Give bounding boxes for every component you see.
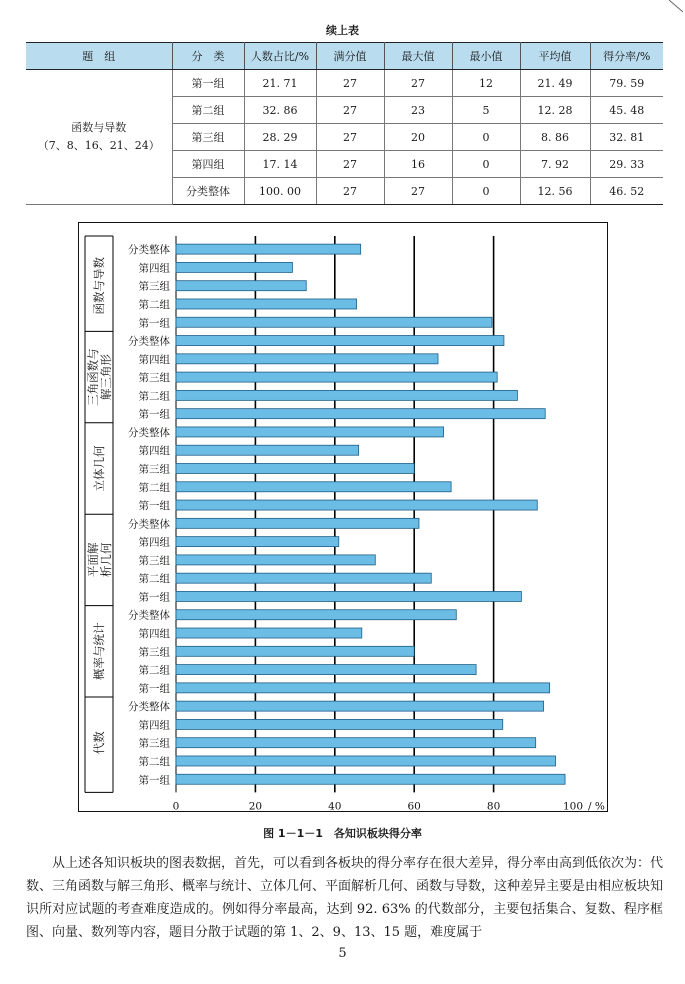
category-label: 第一组	[138, 682, 170, 695]
bar	[176, 646, 414, 656]
category-label: 第一组	[138, 774, 170, 787]
table-cell: 7. 92	[520, 151, 590, 178]
category-label: 分类整体	[128, 244, 170, 257]
category-label: 第四组	[138, 719, 170, 732]
bar	[176, 774, 565, 784]
column-header: 平均值	[520, 43, 590, 70]
x-axis-unit: / %	[588, 800, 605, 811]
column-header: 人数占比/%	[244, 43, 316, 70]
category-label: 分类整体	[128, 335, 170, 348]
table-row	[26, 70, 663, 97]
bar	[176, 464, 414, 474]
group-label: 解三角形	[99, 354, 113, 401]
bar	[176, 591, 521, 601]
column-header: 最大值	[384, 43, 452, 70]
category-label: 第二组	[138, 755, 170, 768]
bar	[176, 445, 359, 455]
table-cell: 12. 56	[520, 178, 590, 205]
category-label: 第二组	[138, 481, 170, 494]
category-label: 第一组	[138, 408, 170, 421]
body-paragraph: 从上述各知识板块的图表数据，首先，可以看到各板块的得分率存在很大差异，得分率由高到低依次为：代数、三角函数与解三角形、概率与统计、立体几何、平面解析几何、函数与导数，这种差异主要是由相应板块知识所对应试题的考查难度造成的。例如得分率最高，达到 92. 63% 的代数部分，主要包括集合、复数、程序框图、向量、数列等内容，题目分散于试题的第 1、2、9、13、15 题，难度属于	[26, 856, 664, 940]
column-header: 题 组	[26, 43, 172, 70]
bar	[176, 719, 503, 729]
bar	[176, 390, 517, 400]
score-rate-chart	[78, 222, 608, 812]
category-label: 分类整体	[128, 609, 170, 622]
table-cell: 27	[384, 178, 452, 205]
bar	[176, 555, 375, 565]
group-label: 概率与统计	[92, 622, 106, 681]
bar	[176, 427, 444, 437]
table-cell: 16	[384, 151, 452, 178]
bar	[176, 244, 361, 254]
bar	[176, 573, 431, 583]
table-header-row	[26, 43, 663, 70]
table-cell: 第二组	[172, 97, 244, 124]
table-cell: 0	[452, 151, 520, 178]
table-cell: 27	[316, 178, 384, 205]
table-cell: 17. 14	[244, 151, 316, 178]
group-cell	[26, 70, 172, 205]
table-cell: 第一组	[172, 70, 244, 97]
category-label: 第三组	[138, 554, 170, 567]
table-cell: 27	[316, 70, 384, 97]
table-cell: 0	[452, 178, 520, 205]
category-label: 第二组	[138, 664, 170, 677]
table-cell: 27	[316, 97, 384, 124]
category-label: 第三组	[138, 737, 170, 750]
table-cell: 29. 33	[590, 151, 663, 178]
group-label: 析几何	[99, 542, 113, 578]
category-label: 第二组	[138, 298, 170, 311]
x-tick-label: 80	[486, 800, 501, 811]
page-number: 5	[338, 946, 347, 961]
x-tick-label: 60	[407, 800, 421, 811]
table-cell: 5	[452, 97, 520, 124]
category-label: 第一组	[138, 317, 170, 330]
table-cell: 20	[384, 124, 452, 151]
bar	[176, 281, 306, 291]
category-label: 第三组	[138, 463, 170, 476]
table-cell: 32. 86	[244, 97, 316, 124]
group-label: 代数	[92, 731, 106, 755]
column-header: 得分率/%	[590, 43, 663, 70]
statistics-table	[26, 42, 663, 205]
table-cell: 28. 29	[244, 124, 316, 151]
table-cell: 21. 71	[244, 70, 316, 97]
table-cell: 8. 86	[520, 124, 590, 151]
bar	[176, 500, 537, 510]
table-cell: 79. 59	[590, 70, 663, 97]
group-label: 平面解	[86, 542, 100, 578]
bar	[176, 628, 362, 638]
category-label: 第一组	[138, 591, 170, 604]
category-label: 第一组	[138, 500, 170, 513]
table-cell: 23	[384, 97, 452, 124]
category-label: 分类整体	[128, 426, 170, 439]
bar	[176, 537, 339, 547]
table-cell: 第三组	[172, 124, 244, 151]
column-header: 分 类	[172, 43, 244, 70]
group-label: 立体几何	[92, 445, 106, 492]
bar	[176, 701, 544, 711]
category-label: 分类整体	[128, 701, 170, 714]
corner-fold-mark	[665, 0, 685, 14]
bar	[176, 299, 357, 309]
category-label: 第四组	[138, 445, 170, 458]
category-label: 第三组	[138, 372, 170, 385]
bar	[176, 409, 545, 419]
bar	[176, 665, 476, 675]
bar	[176, 354, 438, 364]
table-cell: 12. 28	[520, 97, 590, 124]
bar	[176, 317, 492, 327]
category-label: 第二组	[138, 390, 170, 403]
table-cell: 第四组	[172, 151, 244, 178]
group-questions: （7、8、16、21、24）	[37, 139, 160, 152]
table-cell: 27	[316, 151, 384, 178]
table-cell: 27	[316, 124, 384, 151]
table-caption: 续上表	[326, 24, 359, 37]
bar	[176, 262, 292, 272]
column-header: 满分值	[316, 43, 384, 70]
table-cell: 27	[384, 70, 452, 97]
table-cell: 0	[452, 124, 520, 151]
table-cell: 100. 00	[244, 178, 316, 205]
group-name: 函数与导数	[71, 121, 127, 134]
table-cell: 45. 48	[590, 97, 663, 124]
category-label: 第二组	[138, 573, 170, 586]
group-label: 函数与导数	[92, 256, 106, 315]
bar	[176, 518, 419, 528]
bar	[176, 683, 550, 693]
bar-chart-canvas	[79, 223, 607, 811]
table-cell: 32. 81	[590, 124, 663, 151]
x-tick-label: 100	[562, 800, 584, 811]
category-label: 第四组	[138, 262, 170, 275]
table-cell: 12	[452, 70, 520, 97]
category-label: 第四组	[138, 353, 170, 366]
bar	[176, 756, 556, 766]
category-label: 第三组	[138, 646, 170, 659]
figure-caption: 图 1－1－1 各知识板块得分率	[263, 827, 422, 840]
category-label: 分类整体	[128, 518, 170, 531]
column-header: 最小值	[452, 43, 520, 70]
category-label: 第四组	[138, 628, 170, 641]
bar	[176, 610, 456, 620]
bar	[176, 482, 451, 492]
bar	[176, 336, 504, 346]
bar	[176, 738, 536, 748]
table-cell: 21. 49	[520, 70, 590, 97]
table-cell: 46. 52	[590, 178, 663, 205]
x-tick-label: 20	[248, 800, 263, 811]
x-tick-label: 40	[328, 800, 342, 811]
category-label: 第四组	[138, 536, 170, 549]
category-label: 第三组	[138, 280, 170, 293]
bar	[176, 372, 497, 382]
x-tick-label: 0	[172, 800, 180, 811]
group-label: 三角函数与	[86, 348, 100, 406]
table-cell: 分类整体	[172, 178, 244, 205]
